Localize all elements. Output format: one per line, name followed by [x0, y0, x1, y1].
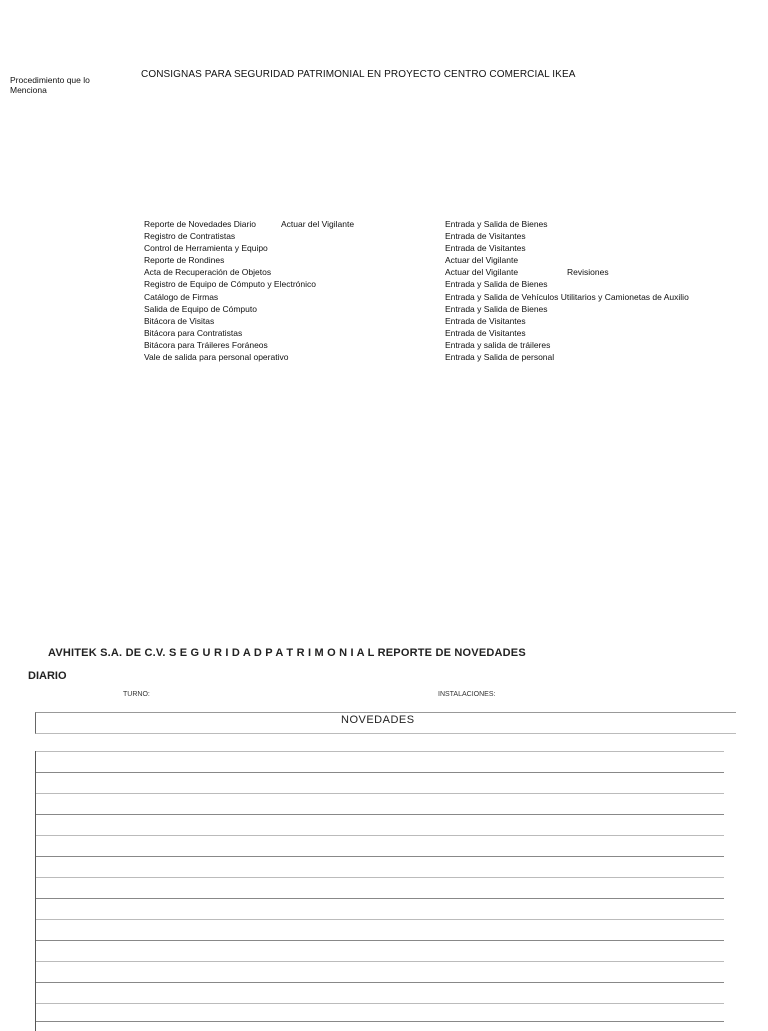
procedure-item	[144, 278, 316, 290]
procedure-name: Bitácora para Tráileres Foráneos	[144, 339, 268, 350]
company-header: AVHITEK S.A. DE C.V. S E G U R I D A D P A T R I M O N I A L REPORTE DE NOVEDADES	[48, 647, 526, 659]
procedure-name: Registro de Equipo de Cómputo y Electrónico	[144, 279, 316, 290]
consigna-item	[445, 242, 689, 254]
ruled-line	[36, 793, 724, 794]
procedure-name: Acta de Recuperación de Objetos	[144, 267, 272, 278]
procedure-name: Control de Herramienta y Equipo	[144, 243, 268, 254]
novedades-title: NOVEDADES	[341, 714, 415, 726]
consigna-item	[445, 327, 689, 339]
novedades-header-box	[35, 712, 736, 734]
consigna-item	[445, 315, 689, 327]
consignas-list	[445, 218, 689, 363]
instalaciones-label: INSTALACIONES:	[438, 691, 496, 698]
ruled-line	[36, 1021, 724, 1022]
consigna-extra: Revisiones	[567, 267, 609, 278]
consigna-item	[445, 230, 689, 242]
consigna-item	[445, 339, 689, 351]
consigna-item	[445, 266, 689, 278]
ruled-line	[36, 898, 724, 899]
procedure-item	[144, 315, 316, 327]
consigna-name: Entrada y Salida de Vehículos Utilitarios y Camionetas de Auxilio	[445, 291, 689, 302]
consigna-name: Actuar del Vigilante	[445, 255, 519, 266]
report-type-label: DIARIO	[28, 670, 67, 682]
procedure-item	[144, 218, 355, 230]
ruled-line	[36, 856, 724, 857]
procedure-name: Salida de Equipo de Cómputo	[144, 303, 257, 314]
consigna-item	[445, 278, 689, 290]
consigna-name: Actuar del Vigilante	[445, 267, 519, 278]
turno-label: TURNO:	[123, 691, 150, 698]
procedure-item	[144, 339, 316, 351]
consigna-name: Entrada de Visitantes	[445, 327, 526, 338]
page-title: CONSIGNAS PARA SEGURIDAD PATRIMONIAL EN PROYECTO CENTRO COMERCIAL IKEA	[141, 69, 576, 80]
consigna-item	[445, 303, 689, 315]
consigna-name: Entrada de Visitantes	[445, 243, 526, 254]
procedure-name: Catálogo de Firmas	[144, 291, 219, 302]
procedure-item	[144, 254, 316, 266]
procedure-item	[144, 291, 316, 303]
consigna-name: Entrada de Visitantes	[445, 315, 526, 326]
ruled-line	[36, 877, 724, 878]
ruled-line	[36, 982, 724, 983]
consigna-name: Entrada de Visitantes	[445, 231, 526, 242]
ruled-line	[36, 772, 724, 773]
ruled-line	[36, 1003, 724, 1004]
ruled-line	[36, 814, 724, 815]
consigna-item	[445, 351, 689, 363]
consigna-name: Entrada y Salida de personal	[445, 352, 555, 363]
procedure-name: Reporte de Novedades Diario	[144, 219, 256, 229]
procedure-extra: Actuar del Vigilante	[281, 219, 355, 229]
procedure-name: Registro de Contratistas	[144, 231, 236, 242]
consigna-name: Entrada y Salida de Bienes	[445, 219, 548, 229]
consigna-item	[445, 218, 689, 230]
consigna-name: Entrada y Salida de Bienes	[445, 303, 548, 314]
ruled-line	[36, 919, 724, 920]
consigna-item	[445, 291, 689, 303]
side-label: Procedimiento que lo Menciona	[10, 75, 90, 95]
consigna-name: Entrada y Salida de Bienes	[445, 279, 548, 290]
procedure-name: Reporte de Rondines	[144, 255, 225, 266]
consigna-name: Entrada y salida de tráileres	[445, 339, 551, 350]
procedure-item	[144, 303, 316, 315]
procedure-item	[144, 266, 316, 278]
procedure-item	[144, 242, 316, 254]
procedure-item	[144, 230, 316, 242]
procedure-item	[144, 351, 316, 363]
ruled-line	[36, 751, 724, 752]
novedades-lines	[35, 751, 724, 1031]
procedure-name: Vale de salida para personal operativo	[144, 352, 289, 363]
ruled-line	[36, 835, 724, 836]
procedure-name: Bitácora para Contratistas	[144, 327, 243, 338]
procedure-item	[144, 327, 316, 339]
consigna-item	[445, 254, 689, 266]
ruled-line	[36, 961, 724, 962]
procedure-name: Bitácora de Visitas	[144, 315, 215, 326]
procedures-list	[144, 218, 355, 363]
ruled-line	[36, 940, 724, 941]
